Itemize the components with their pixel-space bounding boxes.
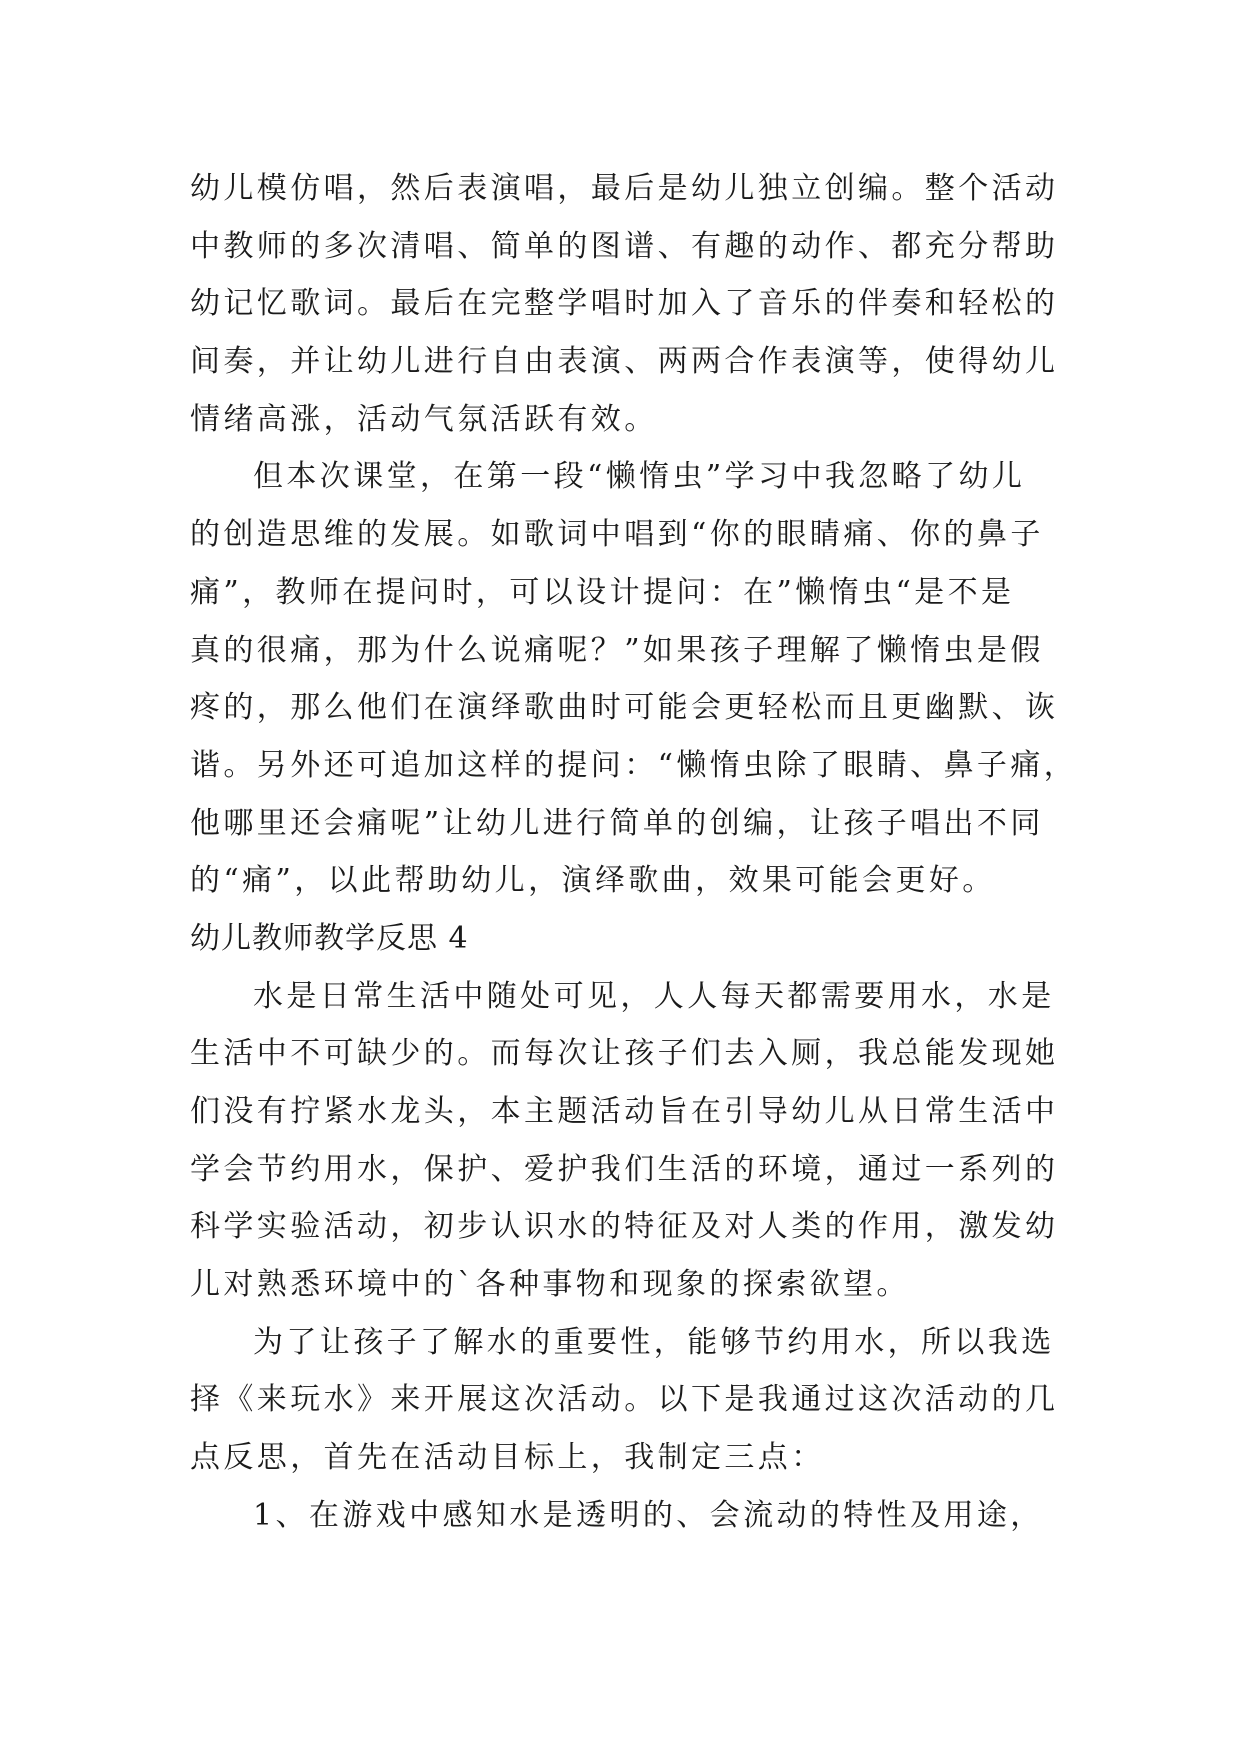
text-line: 谐。另外还可追加这样的提问：“懒惰虫除了眼睛、鼻子痛， xyxy=(190,747,1078,783)
document-body xyxy=(190,160,1078,1545)
text-line: 痛”，教师在提问时，可以设计提问：在”懒惰虫“是不是 xyxy=(190,574,1015,610)
text-line: 的“痛”，以此帮助幼儿，演绎歌曲，效果可能会更好。 xyxy=(190,863,996,899)
text-line: 水是日常生活中随处可见，人人每天都需要用水，水是 xyxy=(253,978,1055,1014)
text-line: 择《来玩水》来开展这次活动。以下是我通过这次活动的几 xyxy=(190,1382,1059,1418)
text-line: 们没有拧紧水龙头，本主题活动旨在引导幼儿从日常生活中 xyxy=(190,1094,1059,1129)
text-line: 1、在游戏中感知水是透明的、会流动的特性及用途， xyxy=(253,1497,1044,1533)
text-line: 科学实验活动，初步认识水的特征及对人类的作用，激发幼 xyxy=(190,1209,1059,1245)
text-line: 情绪高涨，活动气氛活跃有效。 xyxy=(190,401,658,437)
text-line: 幼儿模仿唱，然后表演唱，最后是幼儿独立创编。整个活动 xyxy=(190,171,1059,206)
text-line: 间奏，并让幼儿进行自由表演、两两合作表演等，使得幼儿 xyxy=(190,344,1059,380)
text-line: 但本次课堂，在第一段“懒惰虫”学习中我忽略了幼儿 xyxy=(253,459,1026,495)
section-heading: 幼儿教师教学反思 4 xyxy=(190,920,469,956)
text-line: 疼的，那么他们在演绎歌曲时可能会更轻松而且更幽默、诙 xyxy=(190,690,1059,726)
paragraph-purpose xyxy=(190,1314,1070,1487)
paragraph-water xyxy=(190,968,1070,1314)
text-line: 中教师的多次清唱、简单的图谱、有趣的动作、都充分帮助 xyxy=(190,228,1059,264)
text-line: 生活中不可缺少的。而每次让孩子们去入厕，我总能发现她 xyxy=(190,1036,1059,1072)
text-line: 的创造思维的发展。如歌词中唱到“你的眼睛痛、你的鼻子 xyxy=(190,517,1044,553)
text-line: 幼记忆歌词。最后在完整学唱时加入了音乐的伴奏和轻松的 xyxy=(190,286,1059,322)
text-line: 他哪里还会痛呢”让幼儿进行简单的创编，让孩子唱出不同 xyxy=(190,805,1044,841)
text-line: 点反思，首先在活动目标上，我制定三点： xyxy=(190,1440,825,1476)
text-line: 学会节约用水，保护、爱护我们生活的环境，通过一系列的 xyxy=(190,1151,1059,1187)
text-line: 儿对熟悉环境中的`各种事物和现象的探索欲望。 xyxy=(190,1267,910,1303)
paragraph-continued xyxy=(190,160,1070,448)
list-item xyxy=(190,1487,1070,1545)
text-line: 为了让孩子了解水的重要性，能够节约用水，所以我选 xyxy=(253,1324,1055,1360)
text-line: 真的很痛，那为什么说痛呢？”如果孩子理解了懒惰虫是假 xyxy=(190,632,1044,668)
paragraph-reflection xyxy=(190,448,1078,910)
